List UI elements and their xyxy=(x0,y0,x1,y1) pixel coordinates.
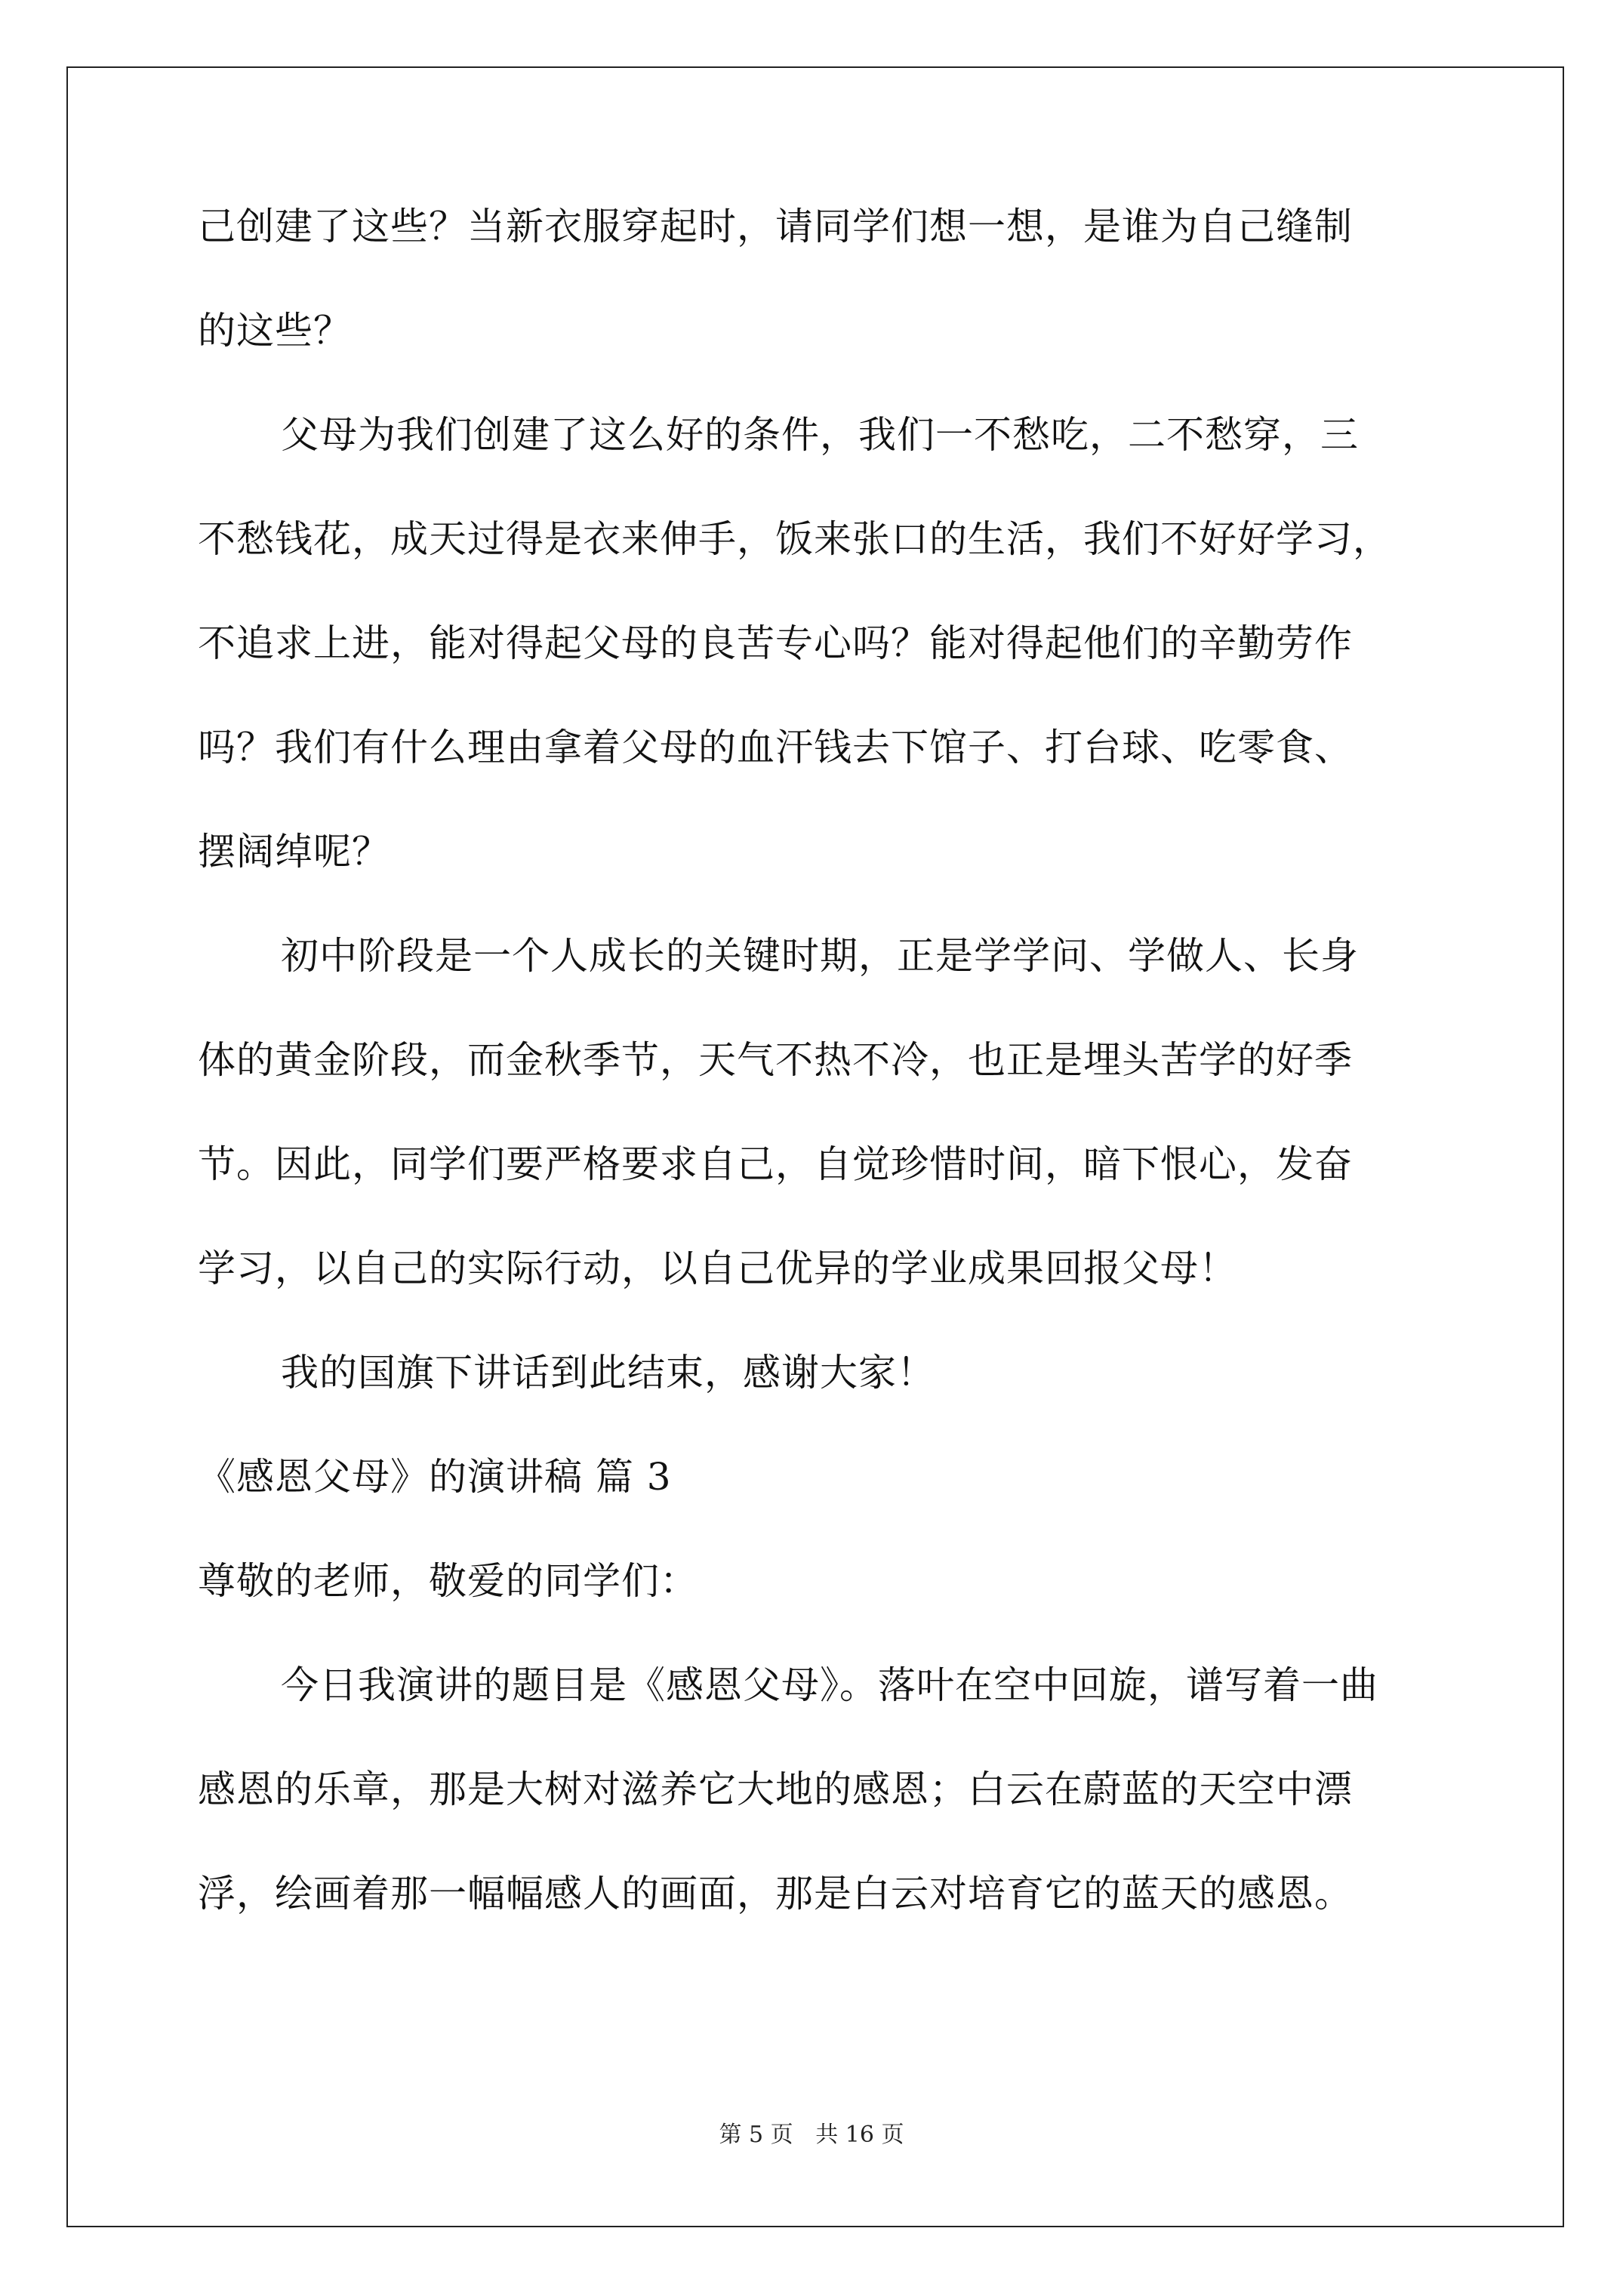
section-heading: 《感恩父母》的演讲稿 篇 3 xyxy=(198,1455,672,1499)
page-total: 共 16 页 xyxy=(815,2122,904,2148)
paragraph-first-line: 今日我演讲的题目是《感恩父母》。落叶在空中回旋，谱写着一曲 xyxy=(281,1663,1378,1707)
body-line: 摆阔绰呢？ xyxy=(198,830,390,874)
body-line: 己创建了这些？当新衣服穿起时，请同学们想一想，是谁为自己缝制 xyxy=(198,205,1353,248)
paragraph-first-line: 父母为我们创建了这么好的条件，我们一不愁吃，二不愁穿，三 xyxy=(281,413,1359,457)
body-line: 学习，以自己的实际行动，以自己优异的学业成果回报父母！ xyxy=(198,1247,1237,1290)
body-line: 浮，绘画着那一幅幅感人的画面，那是白云对培育它的蓝天的感恩。 xyxy=(198,1872,1353,1915)
paragraph-first-line: 我的国旗下讲话到此结束，感谢大家！ xyxy=(281,1351,935,1395)
body-line: 吗？我们有什么理由拿着父母的血汗钱去下馆子、打台球、吃零食、 xyxy=(198,726,1353,769)
body-line: 不追求上进，能对得起父母的良苦专心吗？能对得起他们的辛勤劳作 xyxy=(198,621,1353,665)
salutation: 尊敬的老师，敬爱的同学们： xyxy=(198,1559,698,1603)
page-number: 第 5 页 xyxy=(719,2122,793,2148)
body-line: 感恩的乐章，那是大树对滋养它大地的感恩；白云在蔚蓝的天空中漂 xyxy=(198,1767,1353,1811)
body-line: 节。因此，同学们要严格要求自己，自觉珍惜时间，暗下恨心，发奋 xyxy=(198,1142,1353,1186)
body-line: 的这些？ xyxy=(198,309,352,353)
body-line: 体的黄金阶段，而金秋季节，天气不热不冷，也正是埋头苦学的好季 xyxy=(198,1038,1353,1082)
page-footer xyxy=(0,2122,1623,2149)
body-line: 不愁钱花，成天过得是衣来伸手，饭来张口的生活，我们不好好学习， xyxy=(198,517,1391,561)
paragraph-first-line: 初中阶段是一个人成长的关键时期，正是学学问、学做人、长身 xyxy=(281,934,1359,978)
